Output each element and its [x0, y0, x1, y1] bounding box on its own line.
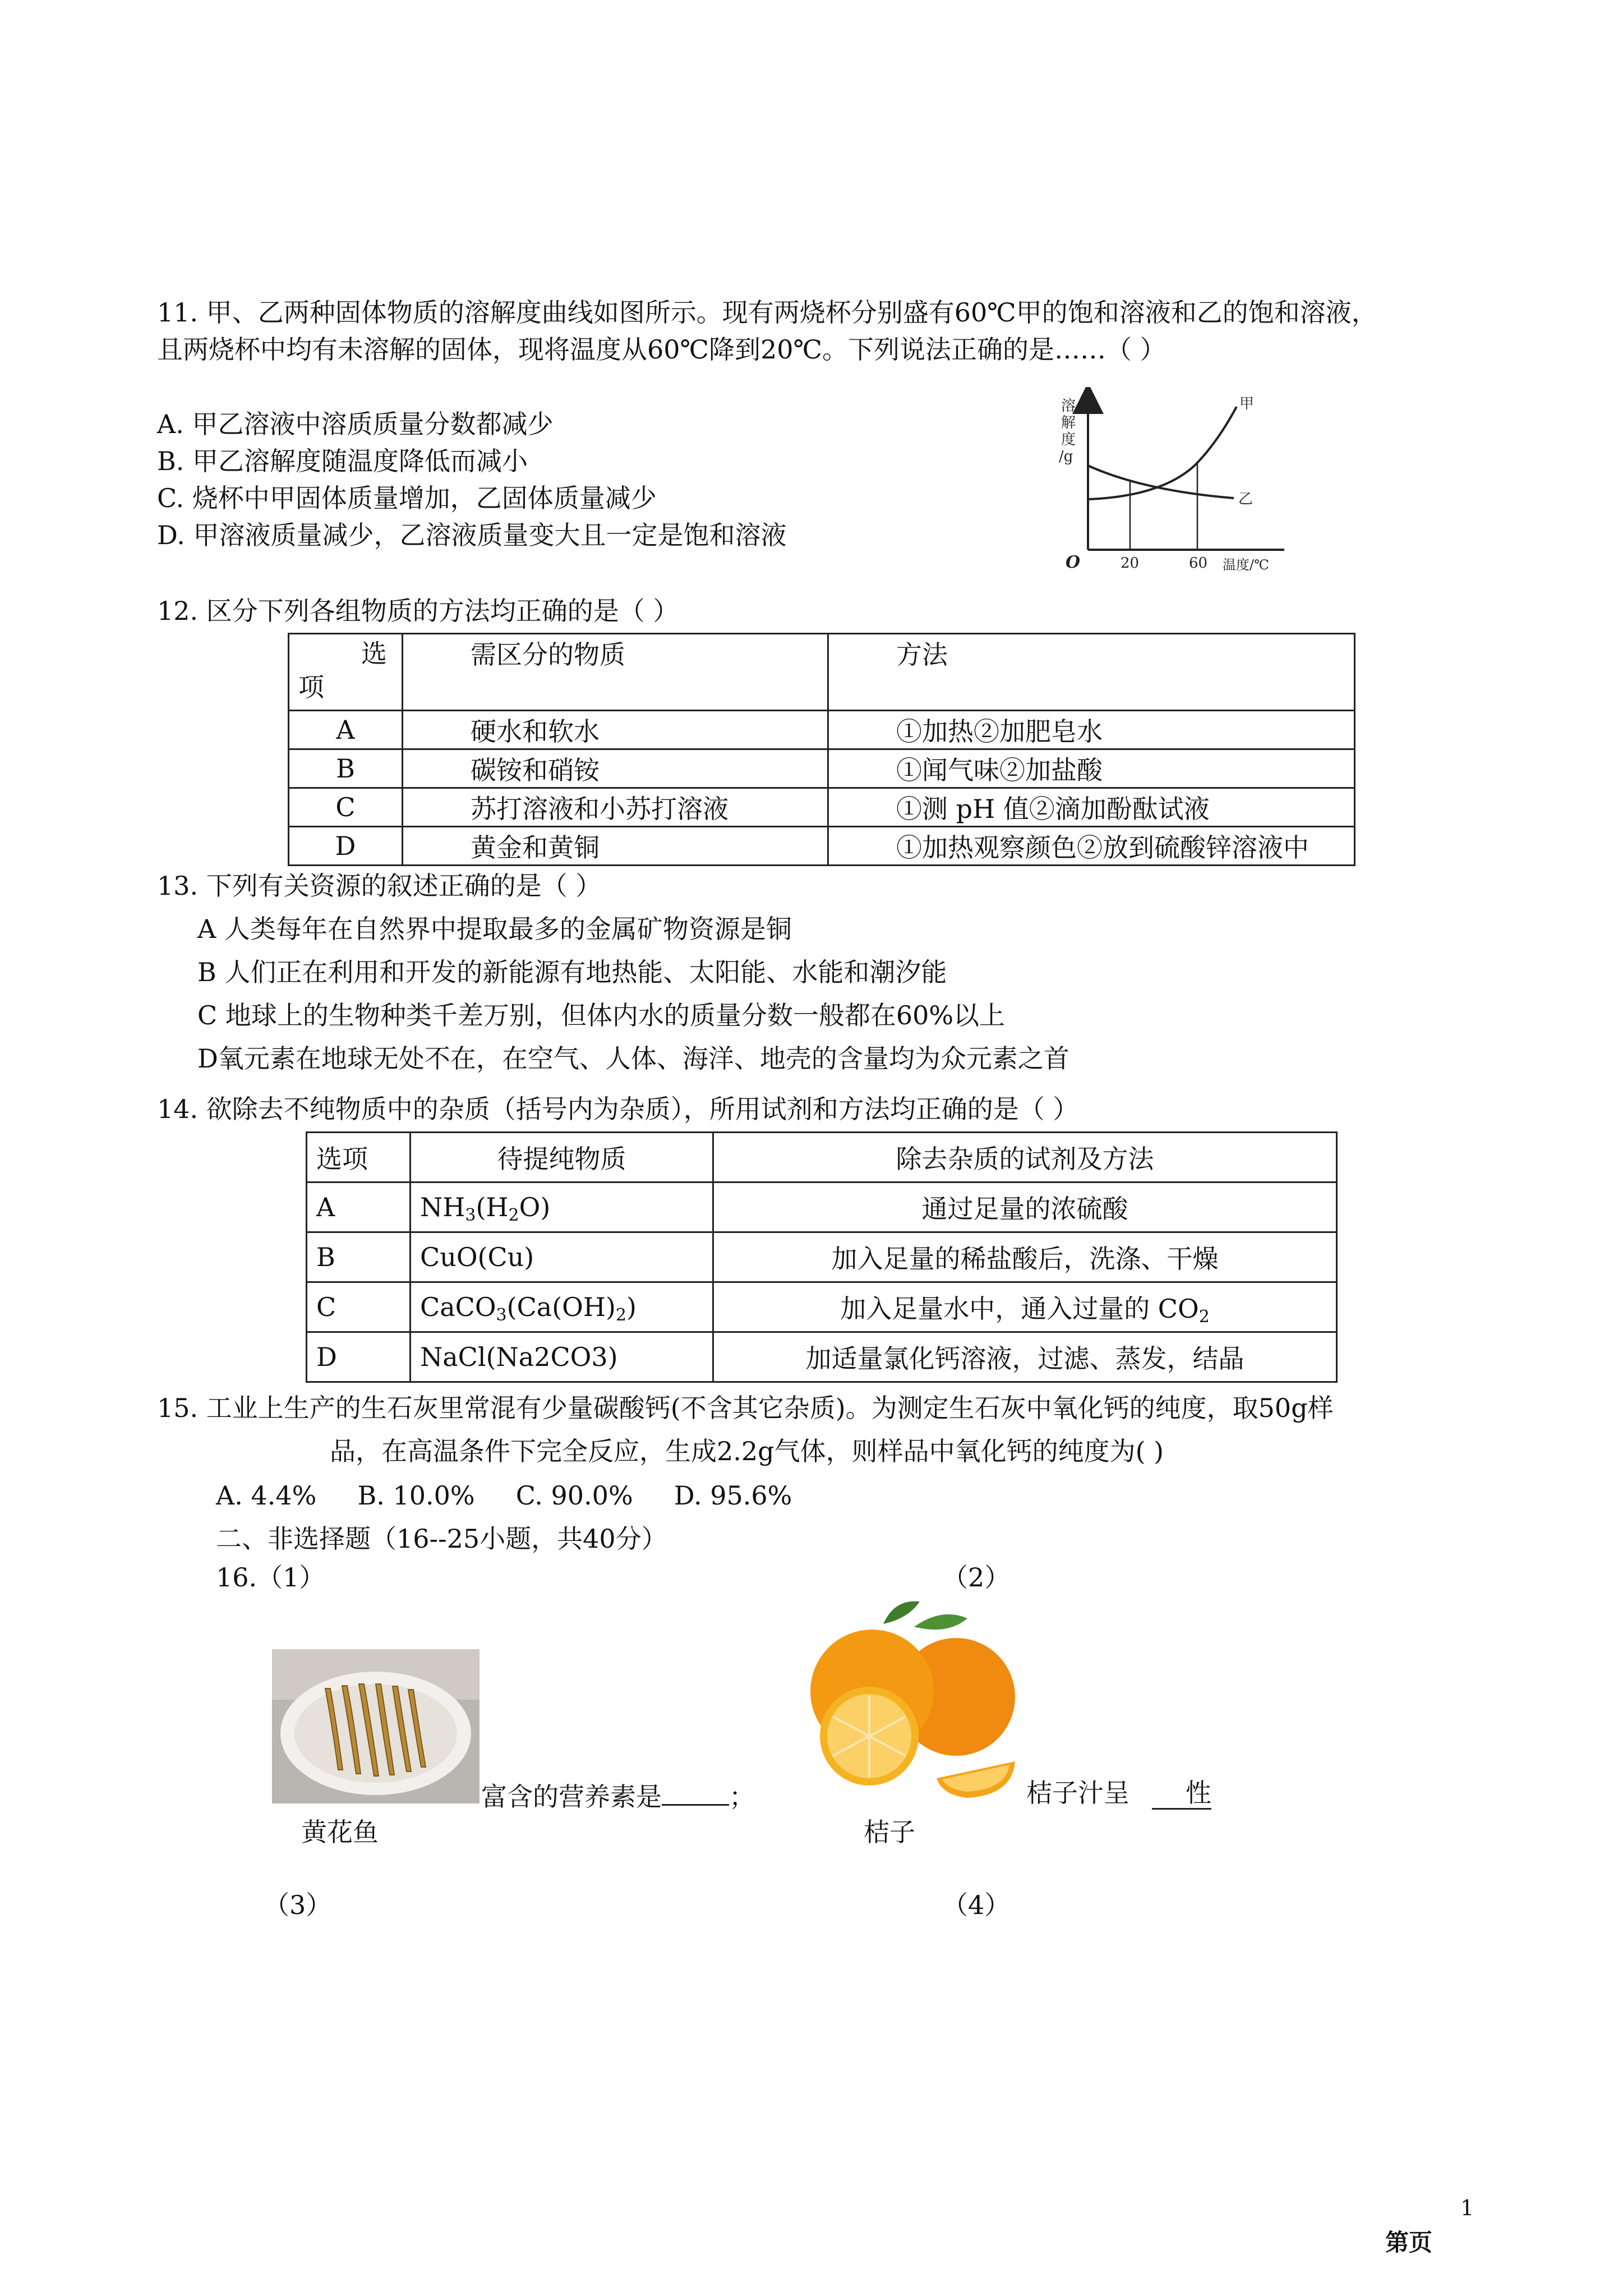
table-row [307, 1332, 1337, 1382]
header-substance: 待提纯物质 [411, 1133, 713, 1182]
row-method: 通过足量的浓硫酸 [713, 1182, 1337, 1232]
table-row [307, 1232, 1337, 1282]
q13-option-d: D氧元素在地球无处不在，在空气、人体、海洋、地壳的含量均为众元素之首 [197, 1043, 1069, 1074]
row-option: D [307, 1332, 411, 1382]
q16-part4-label: （4） [942, 1890, 1011, 1920]
q11-option-d: D. 甲溶液质量减少，乙溶液质量变大且一定是饱和溶液 [157, 520, 787, 550]
q13-option-b: B 人们正在利用和开发的新能源有地热能、太阳能、水能和潮汐能 [197, 957, 947, 987]
q16-part2-label: （2） [942, 1562, 1011, 1593]
q11-option-c: C. 烧杯中甲固体质量增加，乙固体质量减少 [157, 483, 657, 513]
row-substance: NaCl(Na2CO3) [411, 1332, 713, 1382]
tick-20: 20 [1121, 555, 1140, 572]
curve-yi [1088, 466, 1234, 498]
row-method: 加适量氯化钙溶液，过滤、蒸发，结晶 [713, 1332, 1337, 1382]
row-substance: 碳铵和硝铵 [403, 749, 828, 788]
section-heading: 二、非选择题（16--25小题，共40分） [216, 1524, 667, 1554]
table-header-row [307, 1133, 1337, 1182]
q11-stem-line1: 11. 甲、乙两种固体物质的溶解度曲线如图所示。现有两烧杯分别盛有60℃甲的饱和溶液和乙的饱和溶液， [157, 297, 1377, 328]
header-method: 除去杂质的试剂及方法 [713, 1133, 1337, 1182]
row-substance: $NH_3(H_2O)$ [411, 1182, 713, 1232]
curve-jia-label: 甲 [1239, 395, 1255, 412]
y-label-1: 溶 [1061, 398, 1076, 415]
row-method: ①测 pH 值②滴加酚酞试液 [828, 788, 1355, 827]
page-label: 第页 [1385, 2229, 1433, 2256]
fish-caption: 黄花鱼 [301, 1817, 379, 1847]
header-substance: 需区分的物质 [403, 634, 828, 711]
row-option: A [307, 1182, 411, 1232]
row-option: A [289, 711, 403, 749]
y-label-2: 解 [1061, 415, 1076, 431]
row-substance: 硬水和软水 [403, 711, 828, 749]
row-option: B [307, 1232, 411, 1282]
row-method: 加入足量的稀盐酸后，洗涤、干燥 [713, 1232, 1337, 1282]
row-method: ①加热观察颜色②放到硫酸锌溶液中 [828, 827, 1355, 866]
row-substance: 苏打溶液和小苏打溶液 [403, 788, 828, 827]
table-row [307, 1182, 1337, 1232]
header-method: 方法 [828, 634, 1355, 711]
tick-60: 60 [1189, 555, 1208, 572]
header-option: 选项 [307, 1133, 411, 1182]
row-substance: 黄金和黄铜 [403, 827, 828, 866]
fish-answer-blank[interactable] [662, 1776, 729, 1806]
q14-stem: 14. 欲除去不纯物质中的杂质（括号内为杂质），所用试剂和方法均正确的是（ ） [157, 1094, 1079, 1124]
row-method: ①闻气味②加盐酸 [828, 749, 1355, 788]
table-row [289, 749, 1355, 788]
table-row [307, 1282, 1337, 1332]
fish-question: 富含的营养素是 ； [481, 1776, 755, 1814]
q16-part3-label: （3） [264, 1890, 332, 1920]
row-method: ①加热②加肥皂水 [828, 711, 1355, 749]
orange-question: 桔子汁呈 性 [1026, 1776, 1211, 1810]
row-substance: CuO(Cu) [411, 1232, 713, 1282]
row-substance: $CaCO_3(Ca(OH)_2)$ [411, 1282, 713, 1332]
orange-answer-blank[interactable]: 性 [1152, 1778, 1211, 1810]
q16-part1-label: 16.（1） [216, 1562, 325, 1593]
row-method: 加入足量水中，通入过量的 $CO_2$ [713, 1282, 1337, 1332]
curve-jia [1088, 407, 1237, 499]
orange-photo [799, 1593, 1023, 1801]
curve-yi-label: 乙 [1238, 491, 1253, 508]
q11-option-a: A. 甲乙溶液中溶质质量分数都减少 [157, 409, 554, 439]
q13-stem: 13. 下列有关资源的叙述正确的是（ ） [157, 871, 602, 901]
q15-stem-line2: 品，在高温条件下完全反应，生成2.2g气体，则样品中氧化钙的纯度为( ) [330, 1436, 1164, 1466]
q15-stem-line1: 15. 工业上生产的生石灰里常混有少量碳酸钙(不含其它杂质)。为测定生石灰中氧化钙的纯度，取50g样 [157, 1393, 1334, 1423]
origin-label: O [1066, 553, 1081, 572]
q13-option-c: C 地球上的生物种类千差万别，但体内水的质量分数一般都在60%以上 [197, 1000, 1006, 1030]
row-option: C [307, 1282, 411, 1332]
fish-photo [272, 1649, 479, 1803]
y-label-3: 度 [1061, 431, 1076, 448]
x-axis-label: 温度/℃ [1223, 557, 1269, 572]
row-option: C [289, 788, 403, 827]
header-option: 选 项 [289, 634, 403, 711]
q12-table [288, 633, 1355, 866]
table-row [289, 788, 1355, 827]
q13-option-a: A 人类每年在自然界中提取最多的金属矿物资源是铜 [197, 914, 792, 944]
table-row [289, 711, 1355, 749]
y-label-4: /g [1059, 448, 1073, 465]
q11-stem-line2: 且两烧杯中均有未溶解的固体，现将温度从60℃降到20℃。下列说法正确的是……（ ） [157, 334, 1166, 365]
row-option: B [289, 749, 403, 788]
q15-options: A. 4.4% B. 10.0% C. 90.0% D. 95.6% [216, 1480, 792, 1511]
q12-stem: 12. 区分下列各组物质的方法均正确的是（ ） [157, 596, 679, 626]
table-header-row [289, 634, 1355, 711]
row-option: D [289, 827, 403, 866]
q14-table [306, 1131, 1338, 1383]
solubility-graph [1049, 387, 1295, 572]
page-number: 1 [1460, 2196, 1474, 2220]
orange-caption: 桔子 [864, 1817, 915, 1847]
q11-option-b: B. 甲乙溶解度随温度降低而减小 [157, 446, 528, 476]
table-row [289, 827, 1355, 866]
